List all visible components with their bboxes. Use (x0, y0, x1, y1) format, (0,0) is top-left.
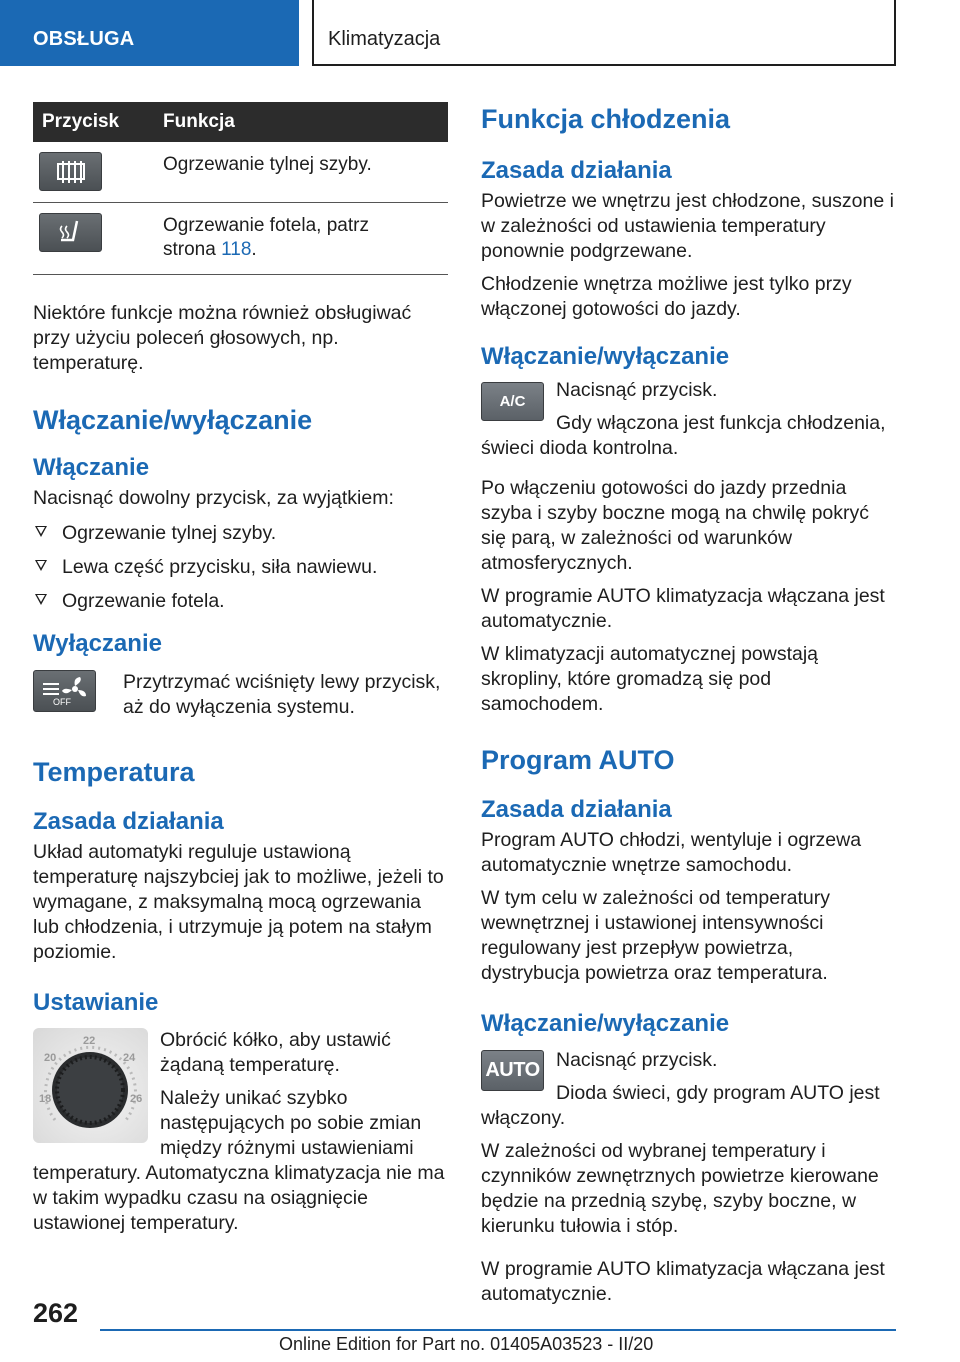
triangle-bullet-icon (35, 526, 47, 537)
section-tab (0, 0, 299, 66)
left-column (33, 102, 448, 1236)
cool-p4: W programie AUTO klimatyzacja włączana jest automatycznie. (481, 585, 885, 632)
svg-text:24: 24 (123, 1052, 136, 1064)
setting-text-1: Obrócić kółko, aby ustawić żądaną temperaturę. (160, 1029, 391, 1076)
off-label: OFF (52, 697, 71, 707)
off-heading: Wyłączanie (33, 630, 162, 657)
page-header (0, 0, 960, 66)
temp-principle-text: Układ automatyki reguluje ustawioną temperaturę najszybciej jak to możliwe, jeżeli to wymagane, z maksymalną mocą ogrzewania lub chłodzenia, i utrzymuje ją potem na stałym poziomie. (33, 841, 444, 963)
seat-heating-icon (39, 213, 102, 252)
intro-text: Niektóre funkcje można również obsługiwać przy użyciu poleceń głosowych, np. temperaturę. (33, 302, 412, 374)
exception-list (33, 521, 448, 614)
auto-heading: Program AUTO (481, 745, 675, 775)
fan-off-icon (33, 670, 96, 712)
table-cell-function: Ogrzewanie fotela, patrz strona 118. (163, 203, 448, 275)
table-cell-function: Ogrzewanie tylnej szyby. (163, 142, 448, 203)
auto-p3: W zależności od wybranej temperatury i czynników zewnętrznych powietrze kierowane będzie na przednią szybę, szyby boczne, w kierunku tułowia i stóp. (481, 1140, 879, 1237)
temperature-knob-icon (33, 1028, 148, 1143)
section-title: OBSŁUGA (33, 28, 135, 50)
ac-label: A/C (499, 393, 526, 410)
edition-text: Online Edition for Part no. 01405A03523 - II/20 (279, 1334, 654, 1354)
on-heading: Włączanie (33, 454, 150, 481)
ac-button-icon (481, 382, 544, 421)
temp-principle-heading: Zasada działania (33, 808, 224, 835)
page-link[interactable]: 118 (221, 239, 252, 260)
cool-p5: W klimatyzacji automatycznej powstają skropliny, które gromadzą się pod samochodem. (481, 643, 819, 715)
svg-text:20: 20 (44, 1052, 57, 1064)
list-item: Ogrzewanie tylnej szyby. (33, 521, 448, 546)
auto-principle-heading: Zasada działania (481, 796, 672, 823)
off-text: Przytrzymać wciśnięty lewy przycisk, aż do wyłączenia systemu. (123, 671, 441, 718)
auto-p1: Program AUTO chłodzi, wentyluje i ogrzewa automatycznie wnętrze samochodu. (481, 829, 862, 876)
onoff-heading: Włączanie/wyłączanie (33, 405, 313, 435)
setting-text-2: Należy unikać szybko następujących po sobie zmian między różnymi ustawieniami temperatury. Automatyczna klimatyzacja nie ma w takim wypadku czasu na osiągnięcie ustawionej temperatury. (33, 1087, 445, 1234)
list-item: Ogrzewanie fotela. (33, 589, 448, 614)
auto-text-2: Dioda świeci, gdy program AUTO jest włączony. (481, 1082, 880, 1129)
auto-p4: W programie AUTO klimatyzacja włączana jest automatycznie. (481, 1258, 885, 1305)
table-row (33, 142, 448, 203)
svg-text:26: 26 (130, 1093, 143, 1105)
temperature-heading: Temperatura (33, 757, 195, 787)
triangle-bullet-icon (35, 594, 47, 605)
right-column (481, 102, 896, 1307)
setting-heading: Ustawianie (33, 989, 159, 1016)
svg-text:22: 22 (83, 1035, 96, 1047)
auto-label: AUTO (485, 1059, 540, 1081)
ac-text-1: Nacisnąć przycisk. (556, 379, 718, 401)
footer-divider (100, 1329, 896, 1331)
table-row (33, 203, 448, 275)
ac-text-2: Gdy włączona jest funkcja chłodzenia, świeci dioda kontrolna. (481, 412, 886, 459)
cool-p3: Po włączeniu gotowości do jazdy przednia szyba i szyby boczne mogą na chwilę pokryć się parą, w zależności od warunków atmosferycznych. (481, 477, 870, 574)
cool-principle-heading: Zasada działania (481, 157, 672, 184)
function-table (33, 102, 448, 275)
auto-onoff-heading: Włączanie/wyłączanie (481, 1010, 730, 1037)
table-header-function: Funkcja (163, 102, 448, 142)
rear-defrost-icon (39, 152, 102, 191)
auto-text-1: Nacisnąć przycisk. (556, 1049, 718, 1071)
cool-principle-p2: Chłodzenie wnętrza możliwe jest tylko przy włączonej gotowości do jazdy. (481, 273, 852, 320)
cooling-heading: Funkcja chłodzenia (481, 104, 731, 134)
svg-text:18: 18 (39, 1093, 52, 1105)
on-text: Nacisnąć dowolny przycisk, za wyjątkiem: (33, 487, 394, 509)
triangle-bullet-icon (35, 560, 47, 571)
table-header-button: Przycisk (33, 102, 163, 142)
chapter-tab (312, 0, 896, 66)
cool-onoff-heading: Włączanie/wyłączanie (481, 343, 730, 370)
list-item: Lewa część przycisku, siła nawiewu. (33, 555, 448, 580)
cool-principle-p1: Powietrze we wnętrzu jest chłodzone, suszone i w zależności od ustawienia temperatury ponownie podgrzewane. (481, 190, 894, 262)
page-number: 262 (33, 1298, 79, 1328)
auto-p2: W tym celu w zależności od temperatury wewnętrznej i ustawionej intensywności regulowany jest przepływ powietrza, dystrybucja powietrza oraz temperatura. (481, 887, 830, 984)
chapter-title: Klimatyzacja (328, 28, 441, 50)
table-header-row (33, 102, 448, 142)
auto-button-icon (481, 1050, 544, 1091)
